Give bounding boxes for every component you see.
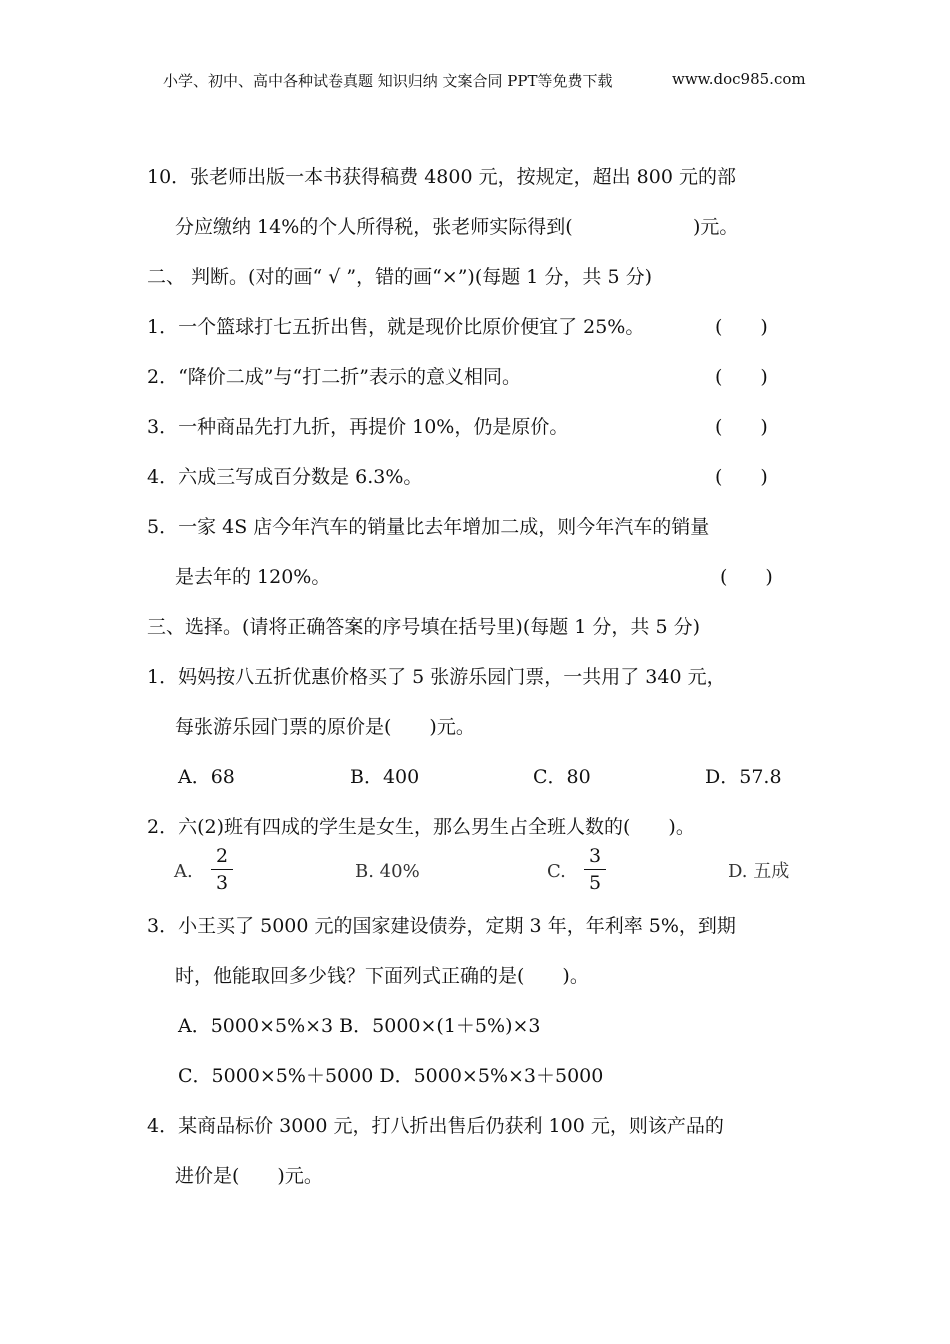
q2-option-c-fraction bbox=[584, 845, 606, 894]
judge-blank-3: ( ) bbox=[715, 416, 768, 438]
choice-q3-line2: 时，他能取回多少钱？下面列式正确的是( )。 bbox=[175, 965, 589, 987]
header-url: www.doc985.com bbox=[672, 70, 806, 88]
judge-blank-2: ( ) bbox=[715, 366, 768, 388]
q1-option-a: A．68 bbox=[178, 766, 235, 788]
q2-option-d: D. 五成 bbox=[728, 861, 790, 882]
fraction-bar bbox=[211, 869, 233, 870]
judge-item-3: 3．一种商品先打九折，再提价 10%，仍是原价。 bbox=[147, 416, 569, 438]
judge-item-4: 4．六成三写成百分数是 6.3%。 bbox=[147, 466, 423, 488]
choice-q4-line1: 4．某商品标价 3000 元，打八折出售后仍获利 100 元，则该产品的 bbox=[147, 1115, 724, 1137]
fraction-denominator: 3 bbox=[215, 872, 229, 894]
q2-option-a-label: A. bbox=[174, 861, 193, 882]
fraction-bar bbox=[584, 869, 606, 870]
judge-item-1: 1．一个篮球打七五折出售，就是现价比原价便宜了 25%。 bbox=[147, 316, 645, 338]
header-text: 小学、初中、高中各种试卷真题 知识归纳 文案合同 PPT等免费下载 bbox=[163, 72, 613, 90]
q10-line2a: 分应缴纳 14%的个人所得税，张老师实际得到( bbox=[175, 216, 573, 238]
judge-blank-5: ( ) bbox=[720, 566, 773, 588]
judge-item-2: 2．“降价二成”与“打二折”表示的意义相同。 bbox=[147, 366, 521, 388]
q1-option-b: B．400 bbox=[350, 766, 420, 788]
judge-blank-4: ( ) bbox=[715, 466, 768, 488]
fraction-numerator: 3 bbox=[588, 845, 602, 867]
q3-options-ab: A．5000×5%×3 B．5000×(1＋5%)×3 bbox=[178, 1015, 541, 1037]
q2-option-c-label: C. bbox=[547, 861, 566, 882]
fraction-denominator: 5 bbox=[588, 872, 602, 894]
choice-q2-line1: 2．六(2)班有四成的学生是女生，那么男生占全班人数的( )。 bbox=[147, 816, 695, 838]
choice-q1-line2: 每张游乐园门票的原价是( )元。 bbox=[175, 716, 475, 738]
fraction-numerator: 2 bbox=[215, 845, 229, 867]
q3-options-cd: C．5000×5%＋5000 D．5000×5%×3＋5000 bbox=[178, 1065, 604, 1087]
choice-q4-line2: 进价是( )元。 bbox=[175, 1165, 323, 1187]
q10-line2b: )元。 bbox=[693, 216, 739, 238]
section2-title: 二、 判断。(对的画“ √ ”，错的画“×”)(每题 1 分，共 5 分) bbox=[147, 266, 652, 288]
q2-option-a-fraction bbox=[211, 845, 233, 894]
q1-option-d: D．57.8 bbox=[705, 766, 782, 788]
judge-blank-1: ( ) bbox=[715, 316, 768, 338]
section3-title: 三、选择。(请将正确答案的序号填在括号里)(每题 1 分，共 5 分) bbox=[147, 616, 700, 638]
choice-q1-line1: 1．妈妈按八五折优惠价格买了 5 张游乐园门票，一共用了 340 元， bbox=[147, 666, 726, 688]
judge-item-5: 5．一家 4S 店今年汽车的销量比去年增加二成，则今年汽车的销量 bbox=[147, 516, 710, 538]
q2-option-b: B. 40% bbox=[355, 861, 420, 882]
judge-item-5-line2: 是去年的 120%。 bbox=[175, 566, 331, 588]
q10-line1: 10．张老师出版一本书获得稿费 4800 元，按规定，超出 800 元的部 bbox=[147, 166, 736, 188]
q1-option-c: C．80 bbox=[533, 766, 591, 788]
choice-q3-line1: 3．小王买了 5000 元的国家建设债券，定期 3 年，年利率 5%，到期 bbox=[147, 915, 736, 937]
